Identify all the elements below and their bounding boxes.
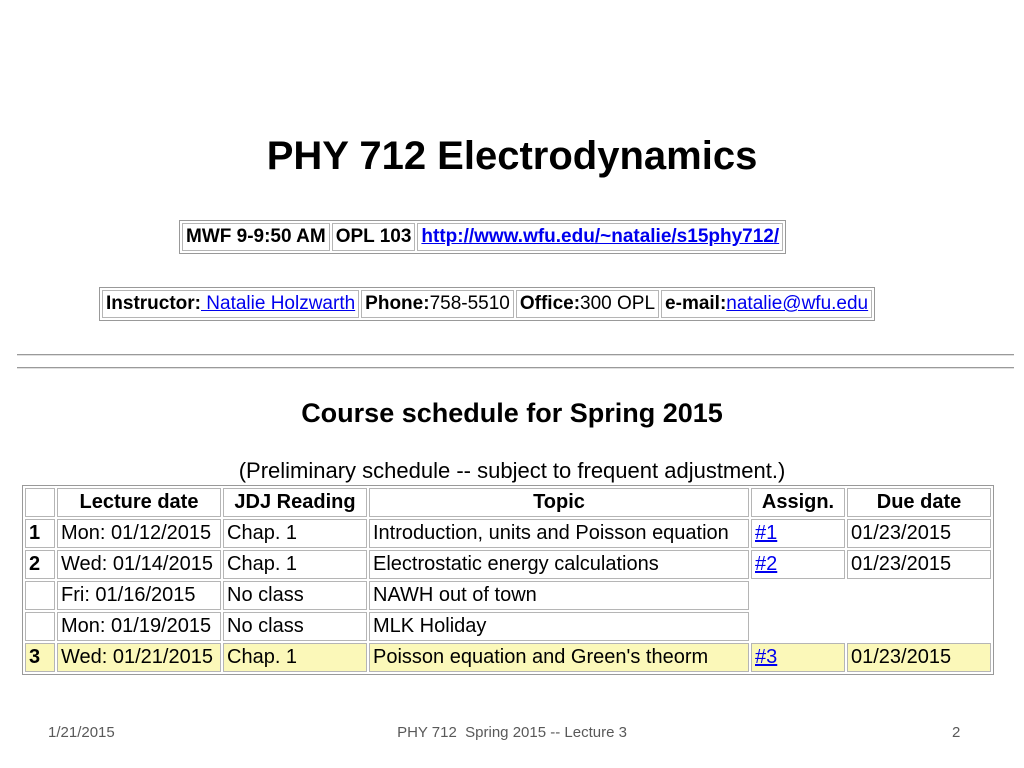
header-assign: Assign. xyxy=(751,488,845,517)
table-row xyxy=(25,519,991,548)
schedule-header-row xyxy=(25,488,991,517)
row-empty-cell xyxy=(751,581,991,610)
row-number xyxy=(25,581,55,610)
row-due: 01/23/2015 xyxy=(847,519,991,548)
office-label: Office: xyxy=(519,293,581,314)
email-link[interactable]: natalie@wfu.edu xyxy=(726,293,869,314)
schedule-title: Course schedule for Spring 2015 xyxy=(301,398,723,428)
office-cell xyxy=(516,290,659,318)
row-date: Fri: 01/16/2015 xyxy=(57,581,221,610)
row-date: Wed: 01/21/2015 xyxy=(57,643,221,672)
course-time: MWF 9-9:50 AM xyxy=(182,223,330,251)
row-reading: Chap. 1 xyxy=(223,519,367,548)
row-number: 2 xyxy=(25,550,55,579)
row-number: 1 xyxy=(25,519,55,548)
row-due: 01/23/2015 xyxy=(847,643,991,672)
office-value: 300 OPL xyxy=(580,293,656,314)
horizontal-rule-2 xyxy=(17,367,1014,369)
row-topic: Poisson equation and Green's theorm xyxy=(369,643,749,672)
header-number xyxy=(25,488,55,517)
instructor-label: Instructor: xyxy=(106,293,201,314)
table-row xyxy=(25,612,991,641)
assignment-link[interactable]: #2 xyxy=(755,553,778,575)
row-reading: No class xyxy=(223,612,367,641)
row-date: Mon: 01/12/2015 xyxy=(57,519,221,548)
schedule-subtitle: (Preliminary schedule -- subject to frequent adjustment.) xyxy=(238,458,786,483)
row-due: 01/23/2015 xyxy=(847,550,991,579)
phone-label: Phone: xyxy=(365,293,430,314)
email-cell xyxy=(661,290,872,318)
course-url-cell xyxy=(417,223,783,251)
footer-center-text: PHY 712 Spring 2015 -- Lecture 3 xyxy=(397,724,627,741)
row-topic: Introduction, units and Poisson equation xyxy=(369,519,749,548)
row-empty-cell xyxy=(751,612,991,641)
course-info-table xyxy=(179,220,786,254)
email-label: e-mail: xyxy=(665,293,727,314)
row-topic: NAWH out of town xyxy=(369,581,749,610)
footer-date: 1/21/2015 xyxy=(48,724,115,741)
course-url-link[interactable]: http://www.wfu.edu/~natalie/s15phy712/ xyxy=(421,226,780,247)
horizontal-rule-1 xyxy=(17,354,1014,356)
table-row xyxy=(25,581,991,610)
row-reading: Chap. 1 xyxy=(223,550,367,579)
assignment-link[interactable]: #3 xyxy=(755,646,778,668)
header-due-date: Due date xyxy=(847,488,991,517)
row-number xyxy=(25,612,55,641)
row-number: 3 xyxy=(25,643,55,672)
row-topic: Electrostatic energy calculations xyxy=(369,550,749,579)
row-reading: No class xyxy=(223,581,367,610)
table-row-highlighted xyxy=(25,643,991,672)
row-date: Wed: 01/14/2015 xyxy=(57,550,221,579)
row-assign-cell xyxy=(751,519,845,548)
row-date: Mon: 01/19/2015 xyxy=(57,612,221,641)
header-lecture-date: Lecture date xyxy=(57,488,221,517)
course-room: OPL 103 xyxy=(332,223,416,251)
header-reading: JDJ Reading xyxy=(223,488,367,517)
row-assign-cell xyxy=(751,643,845,672)
phone-value: 758-5510 xyxy=(429,293,510,314)
table-row xyxy=(25,550,991,579)
row-assign-cell xyxy=(751,550,845,579)
row-topic: MLK Holiday xyxy=(369,612,749,641)
phone-cell xyxy=(361,290,514,318)
row-reading: Chap. 1 xyxy=(223,643,367,672)
instructor-info-table xyxy=(99,287,875,321)
header-topic: Topic xyxy=(369,488,749,517)
footer-page-number: 2 xyxy=(952,724,961,741)
instructor-cell xyxy=(102,290,359,318)
instructor-name-link[interactable]: Natalie Holzwarth xyxy=(201,293,356,314)
schedule-table xyxy=(22,485,994,675)
slide-title: PHY 712 Electrodynamics xyxy=(266,134,758,178)
assignment-link[interactable]: #1 xyxy=(755,522,778,544)
